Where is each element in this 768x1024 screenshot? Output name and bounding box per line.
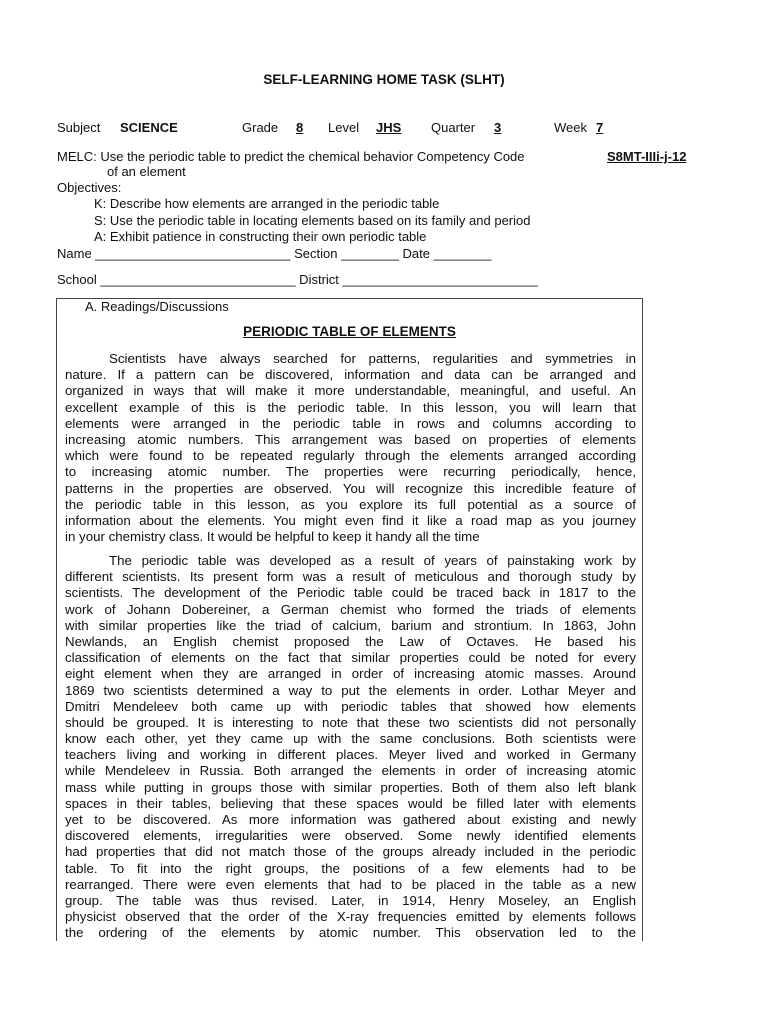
text-line: physicist observed that the order of the X-ray frequencies emitted by elements follows [65,909,636,925]
grade-label: Grade [242,120,279,135]
text-line: group. The table was thus revised. Later, in 1914, Henry Moseley, an English [65,892,636,908]
text-line: classification of elements on the fact that similar properties could be noted for every [65,650,636,666]
objective-k: K: Describe how elements are arranged in the periodic table [94,196,440,211]
text-line: nature. If a pattern can be discovered, information and data can be arranged and [65,367,636,383]
text-line: patterns in the properties are observed. You will recognize this incredible feature of [65,480,636,496]
reading-title: PERIODIC TABLE OF ELEMENTS [243,324,456,339]
text-line: elements were arranged in the periodic table in rows and columns according to [65,415,636,431]
competency-code: S8MT-IIIi-j-12 [607,149,687,164]
objective-s: S: Use the periodic table in locating elements based on its family and period [94,213,531,228]
text-line: the ordering of the elements by atomic number. This observation led to the [65,925,636,941]
text-line: scientists. The development of the Periodic table could be traced back in 1817 to the [65,585,636,601]
quarter-label: Quarter [431,120,476,135]
quarter-value: 3 [494,120,502,135]
text-line: excellent example of this is the periodic table. In this lesson, you will learn that [65,399,636,415]
text-line: mass while putting in groups those with similar properties. Both of them also left blank [65,779,636,795]
paragraph-2 [65,553,636,941]
subject-value: SCIENCE [120,120,178,135]
text-line: yet to be discovered. As more information was gathered about existing and newly [65,812,636,827]
text-line: Newlands, an English chemist proposed the Law of Octaves. He based his [65,633,636,649]
text-line: in your chemistry class. It would be helpful to keep it handy all the time [65,529,480,545]
text-line: while Mendeleev in Russia. Both arranged the elements in order of increasing atomic [65,763,636,779]
text-line: to increasing atomic number. The properties were recurring periodically, hence, [65,464,636,480]
text-line: which were found to be repeated regularly through the elements arranged according [65,448,636,464]
level-value: JHS [376,120,402,135]
text-line: Dmitri Mendeleev both came up with periodic tables that showed how elements [65,698,636,714]
text-line: with similar properties like the triad of calcium, barium and strontium. In 1863, John [65,617,636,633]
text-line: table. To fit into the right groups, the positions of a few elements had to be [65,860,636,876]
text-line: Scientists have always searched for patterns, regularities and symmetries in [109,351,636,366]
text-line: different scientists. Its present form was a result of meticulous and thorough study by [65,569,636,585]
text-line: organized in ways that will make it more understandable, meaningful, and useful. An [65,383,636,399]
school-district-fields[interactable]: School ___________________________ District ___________________________ [57,272,538,287]
text-line: increasing atomic numbers. This arrangement was based on properties of elements [65,431,636,447]
page-title: SELF-LEARNING HOME TASK (SLHT) [263,72,505,87]
text-line: work of Johann Dobereiner, a German chemist who formed the triads of elements [65,601,636,617]
level-label: Level [328,120,360,135]
melc-text-continued: of an element [107,164,186,179]
text-line: teachers living and working in different places. Meyer lived and worked in Germany [65,747,636,763]
text-line: the periodic table in this lesson, as you explore its full potential as a source of [65,496,636,512]
text-line: information about the elements. You might even find it like a road map as you journey [65,512,636,528]
name-section-date-fields[interactable]: Name ___________________________ Section ________ Date ________ [57,246,492,261]
subject-label: Subject [57,120,101,135]
objective-a: A: Exhibit patience in constructing their own periodic table [94,229,427,244]
text-line: 1869 two scientists determined a way to put the elements in order. Lothar Meyer and [65,682,636,698]
melc-text: MELC: Use the periodic table to predict the chemical behavior Competency Code [57,149,525,164]
week-value: 7 [596,120,604,135]
text-line: spaces in their tables, believing that these spaces would be filled later with elements [65,795,636,811]
paragraph-1 [65,351,636,545]
text-line: had properties that did not match those of the groups already included in the periodic [65,844,636,860]
section-label: A. Readings/Discussions [85,299,229,314]
week-label: Week [554,120,587,135]
objectives-label: Objectives: [57,180,122,195]
grade-value: 8 [296,120,304,135]
text-line: The periodic table was developed as a result of years of painstaking work by [109,553,636,568]
text-line: know each other, yet they came up with the same conclusions. Both scientists were [65,731,636,747]
readings-box [56,298,643,941]
text-line: discovered elements, irregularities were observed. Some newly identified elements [65,828,636,844]
text-line: should be grouped. It is interesting to note that these two scientists did not personally [65,714,636,730]
text-line: rearranged. There were even elements that had to be placed in the table as a new [65,876,636,892]
text-line: eight element when they are arranged in order of increasing atomic masses. Around [65,666,636,682]
